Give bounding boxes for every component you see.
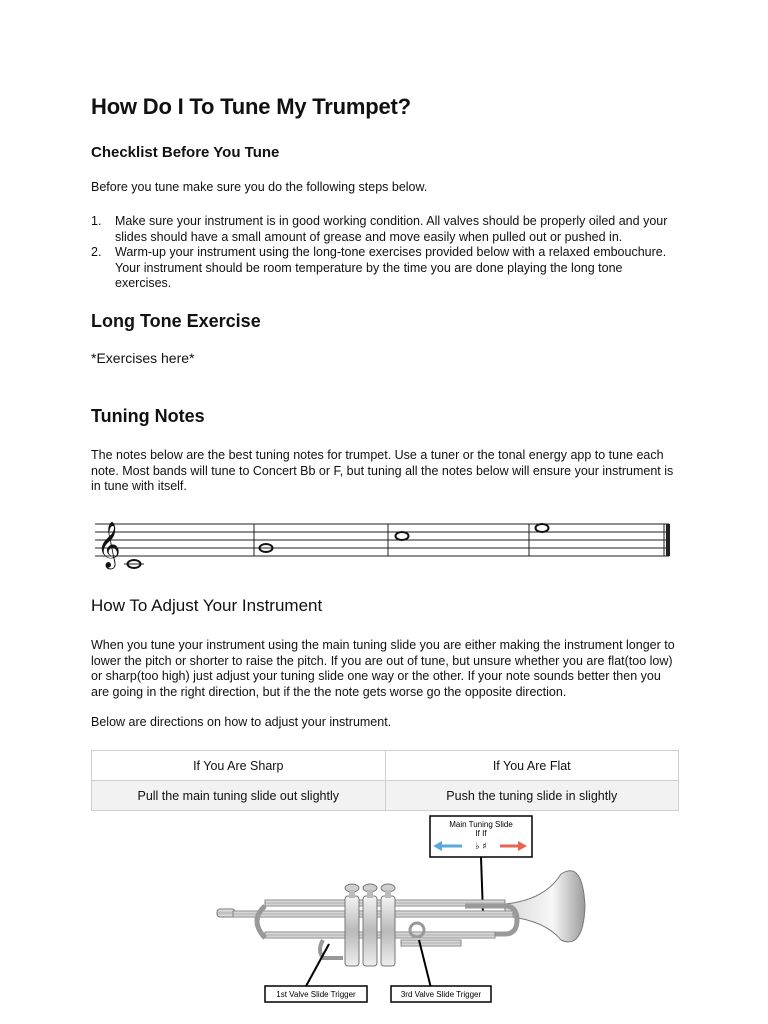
valve3-label: 3rd Valve Slide Trigger bbox=[400, 990, 482, 999]
list-item-number: 1. bbox=[91, 214, 102, 228]
note-e5 bbox=[536, 524, 549, 532]
list-item bbox=[91, 214, 681, 245]
adjust-table bbox=[91, 750, 679, 811]
final-bar-line bbox=[666, 524, 670, 556]
checklist-list bbox=[91, 214, 681, 292]
adjust-below: Below are directions on how to adjust your instrument. bbox=[91, 715, 392, 729]
note-c5 bbox=[396, 532, 409, 540]
valve1-label: 1st Valve Slide Trigger bbox=[276, 990, 356, 999]
main-tuning-slide-callout bbox=[430, 816, 532, 857]
page-title: How Do I To Tune My Trumpet? bbox=[91, 94, 411, 119]
exercises-placeholder: *Exercises here* bbox=[91, 350, 195, 366]
trumpet-diagram bbox=[205, 812, 595, 1024]
tuning-notes-body: The notes below are the best tuning notes for trumpet. Use a tuner or the tonal energy app to tune each note. Most bands will tune to Concert Bb or F, but tuning all the notes below will ensure your instrument is in tune with itself. bbox=[91, 448, 674, 493]
list-item-number: 2. bbox=[91, 245, 102, 259]
flat-sharp-symbols: ♭ ♯ bbox=[475, 842, 487, 852]
checklist-intro: Before you tune make sure you do the following steps below. bbox=[91, 180, 428, 194]
table-header-flat: If You Are Flat bbox=[385, 751, 679, 781]
adjust-body: When you tune your instrument using the main tuning slide you are either making the instrument longer to lower the pitch or shorter to raise the pitch. If you are out of tune, but unsure whether you are flat(too low) or sharp(too high) just adjust your tuning slide one way or the other. If your note sounds better then you are going in the right direction, but if the the note gets worse go the opposite direction. bbox=[91, 638, 675, 699]
valve3-callout bbox=[391, 986, 491, 1002]
adjust-heading: How To Adjust Your Instrument bbox=[91, 596, 323, 615]
list-item-text: Warm-up your instrument using the long-tone exercises provided below with a relaxed embouchure. Your instrument should be room temperature by the time you are done playing the long tone exercises. bbox=[115, 245, 667, 290]
tuning-notes-staff bbox=[91, 508, 681, 570]
long-tone-heading: Long Tone Exercise bbox=[91, 311, 261, 331]
list-item bbox=[91, 245, 681, 292]
tuning-notes-heading: Tuning Notes bbox=[91, 406, 205, 426]
checklist-section bbox=[91, 144, 279, 161]
treble-clef-icon: 𝄞 bbox=[97, 522, 121, 568]
if-if-label: If If bbox=[475, 829, 487, 838]
table-header-sharp: If You Are Sharp bbox=[92, 751, 386, 781]
checklist-heading: Checklist Before You Tune bbox=[91, 144, 280, 161]
valve-cluster bbox=[345, 884, 395, 966]
table-cell-flat-action: Push the tuning slide in slightly bbox=[385, 781, 679, 811]
main-tuning-slide-label: Main Tuning Slide bbox=[449, 820, 513, 829]
valve1-callout bbox=[265, 986, 367, 1002]
table-cell-sharp-action: Pull the main tuning slide out slightly bbox=[92, 781, 386, 811]
mouthpiece bbox=[217, 909, 235, 917]
trumpet-bell bbox=[505, 871, 585, 942]
list-item-text: Make sure your instrument is in good working condition. All valves should be properly oiled and your slides should have a small amount of grease and move easily when pulled out or pushed in. bbox=[115, 214, 668, 244]
